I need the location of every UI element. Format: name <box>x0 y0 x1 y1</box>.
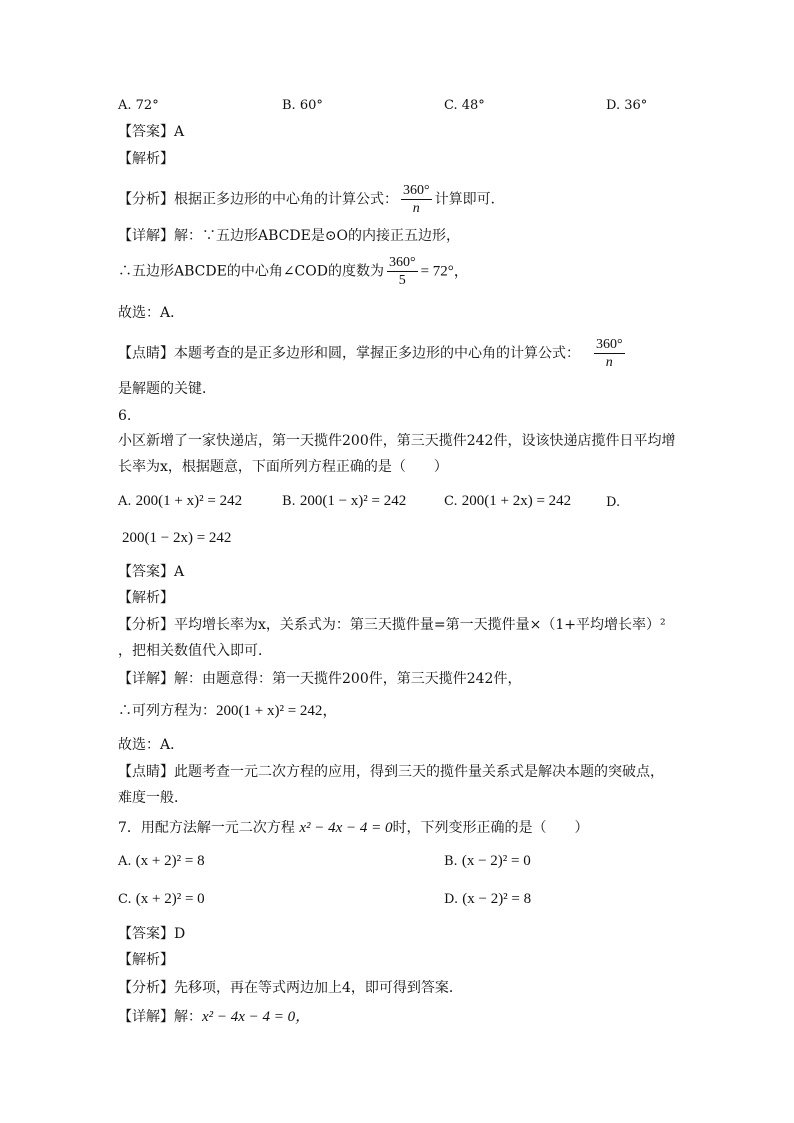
q5-line2-prefix: ∴五边形ABCDE的中心角∠COD的度数为 <box>118 263 384 280</box>
q5-fenxi-suffix: 计算即可． <box>434 191 505 208</box>
q6-fenxi-1: 【分析】平均增长率为x，关系式为：第三天揽件量=第一天揽件量×（1+平均增长率）² <box>118 617 666 633</box>
option-equation: (x + 2)² = 0 <box>135 891 205 907</box>
q7-jiexi: 【解析】 <box>118 952 174 968</box>
q5-dianjing-text: 【点睛】本题考查的是正多边形和圆，掌握正多边形的中心角的计算公式： <box>118 345 580 362</box>
q6-option-d-equation <box>122 528 231 549</box>
q5-option-d: D. 36° <box>606 98 648 113</box>
option-equation: 200(1 − x)² = 242 <box>299 493 407 509</box>
q5-fenxi-prefix: 【分析】根据正多边形的中心角的计算公式： <box>118 191 398 208</box>
option-label: A. <box>118 494 132 509</box>
q6-eq: 200(1 + x)² = 242， <box>216 703 338 719</box>
q5-xiangjie: 【详解】解：∵五边形ABCDE是⊙O的内接正五边形， <box>118 228 461 244</box>
q6-dianjing-1: 【点睛】此题考查一元二次方程的应用，得到三天的揽件量关系式是解决本题的突破点， <box>118 764 664 780</box>
q5-dianjing-2: 是解题的关键． <box>118 381 216 397</box>
q6-answer: 【答案】A <box>118 564 185 580</box>
q6-eq-prefix: ∴可列方程为： <box>118 703 216 719</box>
q7-option-c <box>118 889 205 910</box>
q5-dianjing <box>118 336 628 371</box>
fraction-numerator: 360° <box>403 183 430 198</box>
q7-xiangjie <box>118 1007 310 1027</box>
q5-option-c: C. 48° <box>444 98 485 113</box>
q7-stem-suffix: 时，下列变形正确的是（ ） <box>392 820 589 836</box>
q7-option-b <box>444 851 531 872</box>
q6-xiangjie: 【详解】解：由题意得：第一天揽件200件，第三天揽件242件， <box>118 671 522 687</box>
q6-number: 6. <box>118 408 132 424</box>
fraction-denominator: n <box>412 201 420 216</box>
option-equation: (x − 2)² = 0 <box>461 853 531 869</box>
option-label: A. <box>118 854 132 869</box>
option-equation: (x − 2)² = 8 <box>462 891 532 907</box>
q6-dianjing-2: 难度一般． <box>118 790 188 806</box>
fraction-numerator: 360° <box>596 337 623 352</box>
option-label: C. <box>118 892 132 907</box>
q5-line2-suffix: = 72°， <box>420 263 469 280</box>
q5-fenxi <box>118 182 505 217</box>
option-label: B. <box>444 854 458 869</box>
option-equation: 200(1 + x)² = 242 <box>135 493 243 509</box>
q7-stem-equation: x² − 4x − 4 = 0 <box>299 820 393 836</box>
q5-answer: 【答案】A <box>118 124 185 140</box>
q7-fenxi: 【分析】先移项，再在等式两边加上4，即可得到答案． <box>118 980 463 996</box>
q6-equation-line <box>118 701 337 721</box>
q7-option-a <box>118 851 205 872</box>
option-equation: (x + 2)² = 8 <box>135 853 205 869</box>
q5-option-b: B. 60° <box>282 98 323 113</box>
q6-choose: 故选：A． <box>118 737 185 753</box>
central-angle-fraction <box>401 182 432 217</box>
q7-stem <box>118 818 589 838</box>
option-equation: 200(1 − 2x) = 242 <box>122 530 232 546</box>
q6-option-d: D. <box>606 495 621 510</box>
q6-stem-2: 长率为x，根据题意，下面所列方程正确的是（ ） <box>118 459 448 475</box>
q7-xiangjie-prefix: 【详解】解： <box>118 1009 202 1025</box>
q6-jiexi: 【解析】 <box>118 590 174 606</box>
pentagon-angle-fraction <box>387 254 418 289</box>
q5-line2 <box>118 254 469 289</box>
fraction-denominator: 5 <box>398 273 406 288</box>
q7-answer: 【答案】D <box>118 926 186 942</box>
q7-option-d <box>444 889 531 910</box>
option-label: D. <box>444 892 459 907</box>
q6-option-c <box>444 491 571 512</box>
q6-option-a <box>118 491 242 512</box>
q7-stem-prefix: 7．用配方法解一元二次方程 <box>118 820 295 836</box>
q5-option-a: A. 72° <box>118 98 159 113</box>
option-label: C. <box>444 494 458 509</box>
fraction-denominator: n <box>605 355 613 370</box>
option-equation: 200(1 + 2x) = 242 <box>461 493 572 509</box>
q5-choose: 故选：A． <box>118 305 185 321</box>
q6-stem-1: 小区新增了一家快递店，第一天揽件200件，第三天揽件242件，设该快递店揽件日平均增 <box>118 433 676 449</box>
fraction-numerator: 360° <box>388 255 416 270</box>
option-label: B. <box>282 494 296 509</box>
q6-option-b <box>282 491 406 512</box>
q5-jiexi: 【解析】 <box>118 151 174 167</box>
q6-fenxi-2: ，把相关数值代入即可． <box>118 643 272 659</box>
q7-xiangjie-equation: x² − 4x − 4 = 0， <box>202 1009 311 1025</box>
dianjing-fraction <box>594 336 625 371</box>
